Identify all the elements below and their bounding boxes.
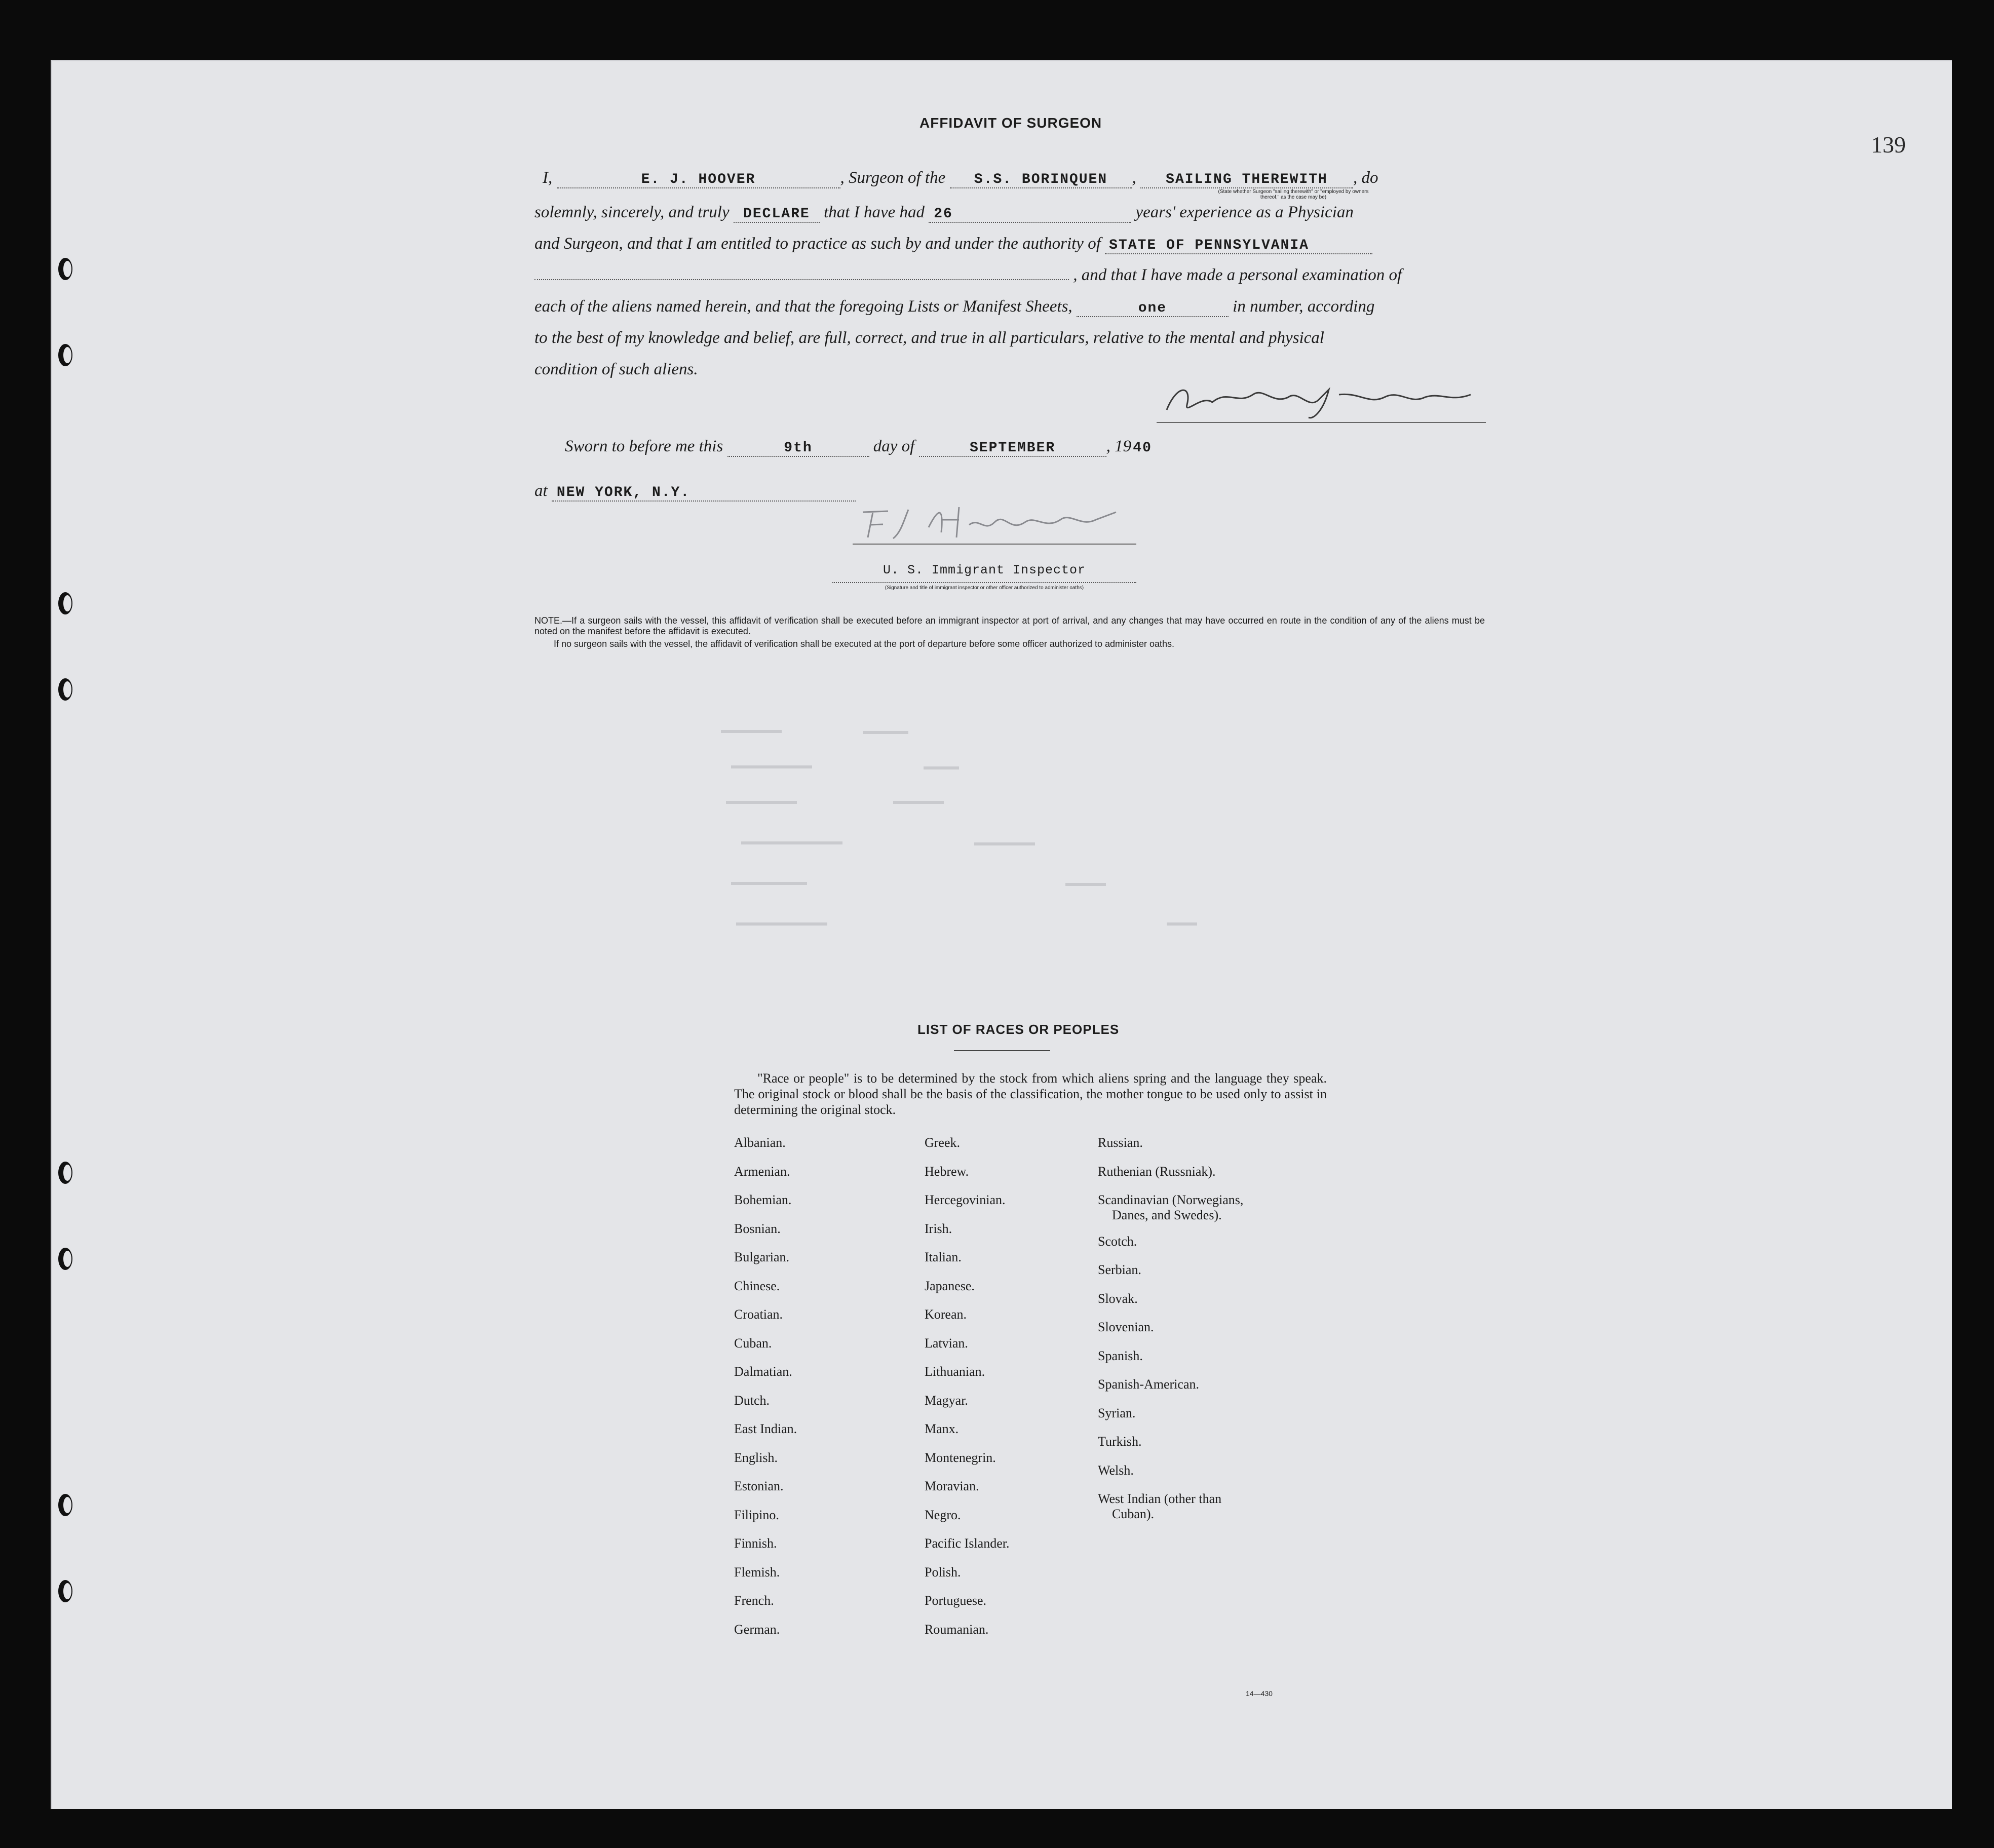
race-item: Cuban.	[734, 1335, 772, 1351]
race-item: Greek.	[925, 1135, 961, 1150]
bleed-through-marks	[711, 720, 1319, 973]
affidavit-line-4	[534, 266, 1402, 285]
sworn-text-a: Sworn to before me this	[565, 437, 723, 455]
race-item: Armenian.	[734, 1164, 790, 1179]
race-item: West Indian (other than	[1098, 1491, 1222, 1506]
inspector-title: U. S. Immigrant Inspector	[883, 563, 1086, 578]
binder-hole	[58, 258, 72, 280]
note-paragraph-2: If no surgeon sails with the vessel, the affidavit of verification shall be executed at the port of departure before some officer authorized to administer oaths.	[554, 639, 1175, 649]
race-item: Bulgarian.	[734, 1250, 790, 1264]
inspector-caption: (Signature and title of immigrant inspector or other officer authorized to administer oaths)	[885, 585, 1084, 591]
race-item-multiline	[1098, 1192, 1243, 1221]
races-title-rule	[954, 1050, 1050, 1051]
binder-hole	[58, 1162, 72, 1184]
affidavit-line-1: I, E. J. HOOVER , Surgeon of the S.S. BORINQUEN , SAILING THEREWITH , do	[543, 169, 1378, 187]
race-item: Russian.	[1098, 1135, 1143, 1150]
sworn-text-b: day of	[873, 437, 915, 455]
race-item: Pacific Islander.	[925, 1536, 1010, 1551]
race-item: Moravian.	[925, 1479, 979, 1493]
race-item: English.	[734, 1450, 778, 1465]
race-item: Finnish.	[734, 1536, 777, 1551]
sworn-text-c: , 19	[1106, 437, 1132, 455]
line-4-text: , and that I have made a personal examination of	[1073, 266, 1402, 284]
race-item-multiline	[1098, 1491, 1243, 1522]
line-5-text-b: in number, according	[1233, 297, 1375, 316]
race-item: Roumanian.	[925, 1622, 989, 1637]
race-item-continuation: Danes, and Swedes).	[1112, 1208, 1222, 1222]
line-2-text-c: years' experience as a Physician	[1135, 203, 1354, 221]
race-item: Dalmatian.	[734, 1364, 792, 1379]
authority-continued-field	[534, 279, 1069, 280]
race-item: Dutch.	[734, 1393, 770, 1408]
races-column-2	[925, 1135, 1010, 1650]
binder-hole	[58, 592, 72, 614]
race-item: Albanian.	[734, 1135, 786, 1150]
form-number: 14—430	[1246, 1689, 1273, 1698]
line-3-text: and Surgeon, and that I am entitled to practice as such by and under the authority of	[534, 235, 1101, 253]
race-item: Turkish.	[1098, 1434, 1142, 1449]
race-item: Flemish.	[734, 1564, 780, 1580]
race-item: Korean.	[925, 1307, 967, 1322]
race-item: Italian.	[925, 1250, 962, 1264]
document-page	[51, 60, 1952, 1809]
races-intro: "Race or people" is to be determined by the stock from which aliens spring and the language they speak. The original stock or blood shall be the basis of the classification, the mother tongue to be used only to assist in determining the original stock.	[734, 1071, 1327, 1117]
vessel-name-field: S.S. BORINQUEN	[950, 172, 1132, 188]
race-item: Negro.	[925, 1507, 961, 1522]
sworn-month-field: SEPTEMBER	[919, 440, 1106, 457]
affidavit-line-6: to the best of my knowledge and belief, are full, correct, and true in all particulars, relative to the mental and physical	[534, 329, 1324, 347]
race-item: Syrian.	[1098, 1405, 1136, 1420]
line-1-text-b: , Surgeon of the	[840, 169, 946, 187]
race-item: Slovak.	[1098, 1291, 1138, 1306]
affidavit-line-7: condition of such aliens.	[534, 360, 698, 378]
inspector-signature-line	[853, 544, 1136, 545]
binder-hole	[58, 1580, 72, 1602]
note-paragraph-1: NOTE.—If a surgeon sails with the vessel, this affidavit of verification shall be executed before an immigrant inspector at port of arrival, and any changes that may have occurred en route in the condition of any of the aliens must be noted on the manifest before the affidavit is executed.	[534, 615, 1485, 636]
sworn-at-text: at	[534, 482, 548, 500]
race-item: Croatian.	[734, 1307, 783, 1322]
race-item: Polish.	[925, 1564, 961, 1580]
race-item: Filipino.	[734, 1507, 779, 1522]
affidavit-line-5	[534, 297, 1374, 317]
years-field: 26	[929, 206, 1131, 223]
binder-hole	[58, 1494, 72, 1516]
races-column-1	[734, 1135, 797, 1650]
race-item: Spanish-American.	[1098, 1377, 1200, 1392]
race-item: Estonian.	[734, 1479, 784, 1493]
race-item: Hercegovinian.	[925, 1192, 1006, 1207]
race-item: Bosnian.	[734, 1221, 781, 1236]
line-2-text-b: that I have had	[824, 203, 925, 221]
surgeon-signature-line	[1157, 422, 1486, 423]
binder-hole	[58, 678, 72, 701]
inspector-signature	[853, 497, 1136, 543]
sworn-line	[565, 437, 1154, 457]
race-item: Slovenian.	[1098, 1320, 1154, 1334]
race-item: Ruthenian (Russniak).	[1098, 1164, 1216, 1179]
line-1-text-c: do	[1361, 169, 1378, 187]
race-item: Magyar.	[925, 1393, 968, 1408]
race-item: Spanish.	[1098, 1348, 1143, 1363]
sworn-year-field: 40	[1133, 440, 1152, 456]
sailing-caption: (State whether Surgeon "sailing therewith" or "employed by owners thereof," as the case may be)	[1218, 189, 1369, 200]
race-item: French.	[734, 1593, 774, 1608]
binder-hole	[58, 1248, 72, 1270]
sworn-place-line	[534, 482, 856, 502]
race-item: Japanese.	[925, 1278, 975, 1293]
race-item: Lithuanian.	[925, 1364, 985, 1379]
page-number: 139	[1871, 132, 1906, 158]
race-item: German.	[734, 1622, 780, 1637]
affidavit-title: AFFIDAVIT OF SURGEON	[919, 115, 1102, 131]
sailing-status-field: SAILING THEREWITH	[1140, 172, 1353, 188]
race-item: Welsh.	[1098, 1462, 1134, 1478]
race-item: Serbian.	[1098, 1262, 1141, 1277]
races-column-3	[1098, 1135, 1243, 1522]
surgeon-signature	[1157, 374, 1486, 422]
line-2-text-a: solemnly, sincerely, and truly	[534, 203, 730, 221]
line-5-text-a: each of the aliens named herein, and that the foregoing Lists or Manifest Sheets,	[534, 297, 1072, 316]
race-item: East Indian.	[734, 1421, 797, 1436]
affidavit-line-2	[534, 203, 1354, 223]
race-item: Portuguese.	[925, 1593, 987, 1608]
races-title: LIST OF RACES OR PEOPLES	[917, 1022, 1120, 1037]
race-item: Montenegrin.	[925, 1450, 996, 1465]
race-item: Hebrew.	[925, 1164, 969, 1179]
surgeon-name-field: E. J. HOOVER	[557, 172, 840, 188]
declare-field: DECLARE	[734, 206, 820, 223]
race-item: Latvian.	[925, 1335, 968, 1351]
race-item: Scotch.	[1098, 1234, 1137, 1249]
race-item: Manx.	[925, 1421, 959, 1436]
sheets-count-field: one	[1077, 300, 1229, 317]
sworn-day-field: 9th	[727, 440, 869, 457]
sworn-place-field: NEW YORK, N.Y.	[552, 485, 856, 502]
binder-hole	[58, 344, 72, 366]
line-1-text-a: I,	[543, 169, 553, 187]
race-item: Bohemian.	[734, 1192, 792, 1207]
affidavit-line-3	[534, 235, 1372, 254]
authority-field: STATE OF PENNSYLVANIA	[1105, 238, 1372, 254]
inspector-title-line	[832, 582, 1136, 583]
race-item-continuation: Cuban).	[1112, 1507, 1155, 1521]
race-item: Irish.	[925, 1221, 952, 1236]
race-item: Scandinavian (Norwegians,	[1098, 1192, 1244, 1207]
race-item: Chinese.	[734, 1278, 780, 1293]
